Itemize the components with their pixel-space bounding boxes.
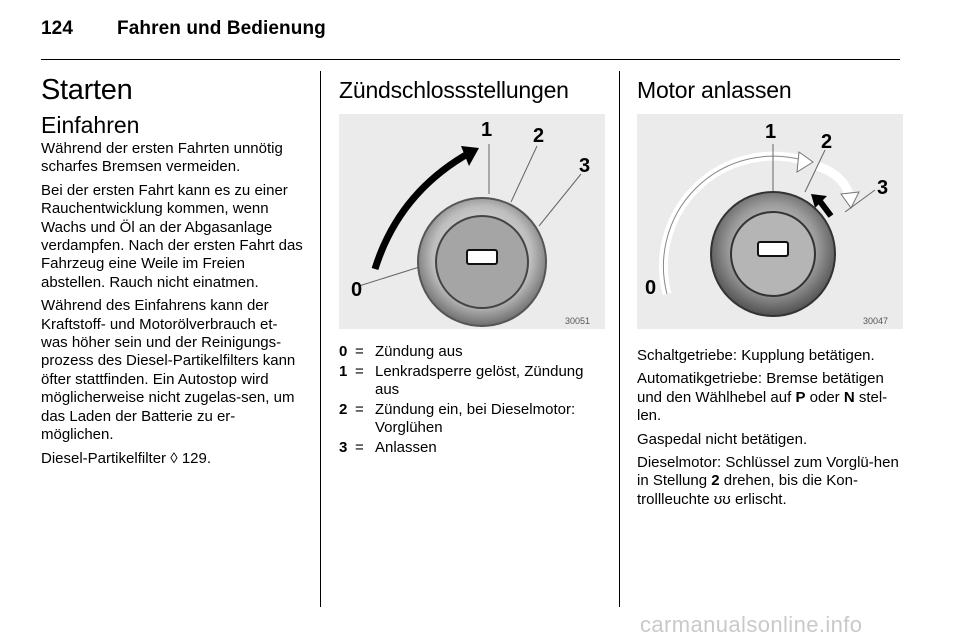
paragraph (637, 454, 905, 509)
text-run: erlischt. (730, 490, 787, 508)
legend-equals: = (355, 363, 364, 380)
reference-page: 129. (181, 449, 212, 467)
legend-number: 1 (339, 363, 348, 380)
ignition-positions-figure (339, 114, 605, 329)
page-number: 124 (41, 18, 74, 39)
ignition-legend (339, 343, 605, 457)
legend-number: 2 (339, 401, 348, 418)
text-run: Automatikgetriebe: Bremse betätigen und den Wählhebel auf (637, 370, 884, 406)
legend-text: Lenkradsperre gelöst, Zündung aus (375, 363, 584, 398)
reference-text: Diesel-Partikelfilter (41, 449, 167, 467)
legend-equals: = (355, 401, 364, 418)
watermark: carmanualsonline.info (640, 612, 863, 637)
legend-text: Zündung aus (375, 343, 463, 360)
key-slot (467, 250, 497, 264)
position-label-0: 0 (645, 277, 657, 299)
text-run: Dieselmotor: Schlüssel zum Vorglü-hen in Stellung (637, 454, 899, 490)
engine-start-figure (637, 114, 903, 329)
preheat-indicator-icon: ʊʊ (713, 490, 731, 508)
key-slot (758, 242, 788, 256)
legend-row (339, 401, 605, 437)
gear-p: P (795, 388, 806, 406)
legend-number: 3 (339, 439, 348, 456)
column-starten (41, 70, 303, 473)
header-rule (41, 59, 900, 60)
text-run: oder (805, 388, 844, 406)
paragraph: Während der ersten Fahrten unnötig scharfes Bremsen vermeiden. (41, 140, 283, 176)
position-label-2: 2 (821, 131, 833, 153)
page-header (41, 18, 326, 40)
section-heading: Zündschlossstellungen (339, 77, 569, 103)
position-label-1: 1 (765, 121, 777, 143)
legend-row (339, 363, 605, 399)
legend-number: 0 (339, 343, 348, 360)
legend-text: Anlassen (375, 439, 437, 456)
ignition-illustration (339, 114, 605, 329)
figure-code: 30051 (565, 316, 591, 326)
column-divider-2 (619, 71, 620, 607)
section-heading: Motor anlassen (637, 77, 792, 103)
figure-code: 30047 (863, 316, 889, 326)
text-run: stel-len. (637, 388, 888, 425)
cross-reference[interactable] (41, 450, 303, 468)
subsection-heading: Einfahren (41, 112, 140, 138)
chapter-title: Fahren und Bedienung (117, 18, 326, 39)
paragraph: Schaltgetriebe: Kupplung betätigen. (637, 347, 875, 364)
position-label-3: 3 (579, 155, 591, 177)
legend-equals: = (355, 439, 364, 456)
gear-n: N (843, 388, 855, 406)
position-label-0: 0 (351, 279, 363, 301)
position-label-2: 2 (533, 125, 545, 147)
position-label-3: 3 (877, 177, 889, 199)
column-zuendschloss (339, 70, 605, 459)
section-heading: Starten (41, 74, 133, 106)
position-2: 2 (711, 472, 720, 490)
engine-start-illustration (637, 114, 903, 329)
paragraph: Bei der ersten Fahrt kann es zu einer Rauchentwicklung kommen, wenn Wachs und Öl an der Abgasanlage verdampfen. Nach der ersten Fahrt das Fahrzeug eine Weile im Freien abstellen. Rauch nicht einatmen. (41, 181, 303, 291)
column-motor-anlassen (637, 70, 905, 514)
position-label-1: 1 (481, 119, 493, 141)
legend-row (339, 343, 605, 361)
paragraph (637, 370, 905, 425)
text-run: drehen, bis die Kon-trollleuchte (637, 472, 858, 508)
reference-arrow-icon: ◊ (170, 449, 178, 467)
legend-equals: = (355, 343, 364, 360)
legend-text: Zündung ein, bei Dieselmotor: Vorglühen (375, 401, 576, 436)
paragraph: Gaspedal nicht betätigen. (637, 430, 808, 448)
column-divider-1 (320, 71, 321, 607)
legend-row (339, 439, 605, 457)
paragraph: Während des Einfahrens kann der Kraftstoff- und Motorölverbrauch et-was höher sein und der Reinigungs-prozess des Diesel-Partikelfilters kann öfter stattfinden. Ein Autostop wird möglicherweise nicht zugelas-sen, um das Laden der Batterie zu er-möglichen. (41, 297, 296, 444)
